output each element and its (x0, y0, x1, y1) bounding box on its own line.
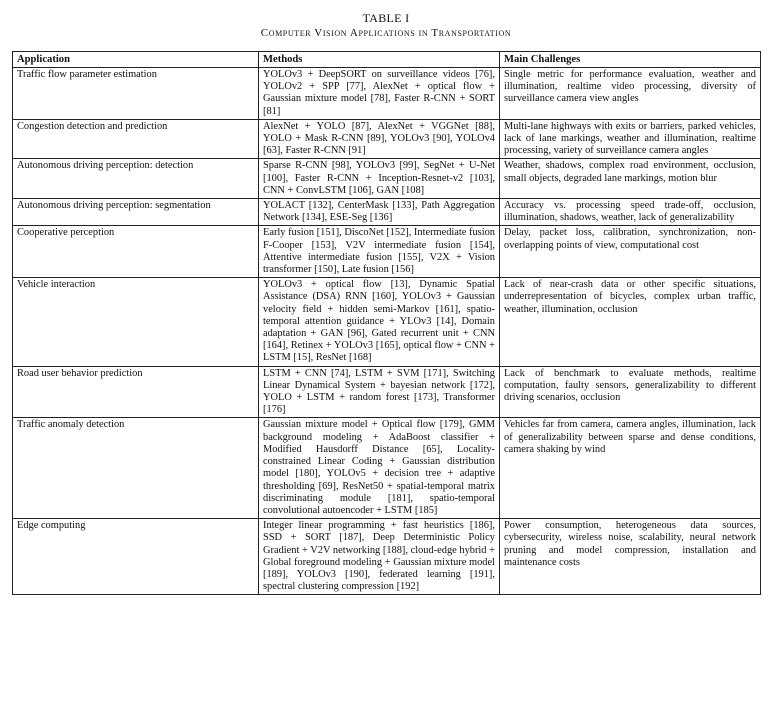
table-row (13, 519, 761, 595)
table-row (13, 418, 761, 519)
application-cell: Road user behavior prediction (13, 366, 259, 418)
methods-cell: LSTM + CNN [74], LSTM + SVM [171], Switching Linear Dynamical System + bayesian network [172], YOLO + LSTM + random forest [173], Transformer [176] (259, 366, 500, 418)
table-row (13, 119, 761, 159)
application-cell: Edge computing (13, 519, 259, 595)
methods-cell: YOLACT [132], CenterMask [133], Path Aggregation Network [134], ESE-Seg [136] (259, 199, 500, 226)
table-row (13, 226, 761, 278)
methods-cell: YOLOv3 + DeepSORT on surveillance videos [76], YOLOv2 + SPP [77], AlexNet + optical flow + Gaussian mixture model [78], Faster R-CNN + SORT [81] (259, 68, 500, 120)
challenges-cell: Vehicles far from camera, camera angles, illumination, lack of generalizability between sparse and dense conditions, camera shaking by wind (500, 418, 761, 519)
challenges-cell: Lack of near-crash data or other specific situations, underrepresentation of bicycles, complex urban traffic, weather, illumination, occlusion (500, 278, 761, 366)
methods-cell: Sparse R-CNN [98], YOLOv3 [99], SegNet + U-Net [100], Faster R-CNN + Inception-Resnet-v2 [103], CNN + ConvLSTM [106], GAN [108] (259, 159, 500, 199)
challenges-cell: Multi-lane highways with exits or barriers, parked vehicles, lack of lane markings, weather and illumination, realtime processing, variety of surveillance camera angles (500, 119, 761, 159)
header-main-challenges: Main Challenges (500, 52, 761, 68)
application-cell: Autonomous driving perception: segmentation (13, 199, 259, 226)
application-cell: Autonomous driving perception: detection (13, 159, 259, 199)
table-row (13, 199, 761, 226)
header-methods: Methods (259, 52, 500, 68)
table-header-row (13, 52, 761, 68)
challenges-cell: Weather, shadows, complex road environment, occlusion, small objects, degraded lane markings, motion blur (500, 159, 761, 199)
applications-table (12, 51, 761, 595)
table-caption: Computer Vision Applications in Transportation (260, 27, 512, 39)
challenges-cell: Lack of benchmark to evaluate methods, realtime computation, faulty sensors, generalizability to different driving scenarios, occlusion (500, 366, 761, 418)
application-cell: Cooperative perception (13, 226, 259, 278)
challenges-cell: Delay, packet loss, calibration, synchronization, non-overlapping points of view, computational cost (500, 226, 761, 278)
table-row (13, 278, 761, 366)
methods-cell: YOLOv3 + optical flow [13], Dynamic Spatial Assistance (DSA) RNN [160], YOLOv3 + Gaussian velocity field + hidden semi-Markov [161], spatio-temporal attention guidance + YLOv3 [14], Domain adaptation + GAN [96], Gated recurrent unit + CNN [164], Retinex + YOLOv3 [165], optical flow + CNN + LSTM [15], ResNet [168] (259, 278, 500, 366)
application-cell: Traffic flow parameter estimation (13, 68, 259, 120)
header-application: Application (13, 52, 259, 68)
methods-cell: Early fusion [151], DiscoNet [152], Intermediate fusion F-Cooper [153], V2V intermediate fusion [154], Attentive intermediate fusion [155], V2X + Vision transformer [150], Late fusion [156] (259, 226, 500, 278)
application-cell: Congestion detection and prediction (13, 119, 259, 159)
table-row (13, 68, 761, 120)
challenges-cell: Power consumption, heterogeneous data sources, cybersecurity, wireless noise, scalability, neural network pruning and model compression, installation and maintenance costs (500, 519, 761, 595)
methods-cell: Integer linear programming + fast heuristics [186], SSD + SORT [187], Deep Deterministic Policy Gradient + V2V networking [188], cloud-edge hybrid + Global foreground modeling + Gaussian mixture model [189], YOLOv3 [190], federated learning [191], spectral clustering compression [192] (259, 519, 500, 595)
application-cell: Vehicle interaction (13, 278, 259, 366)
methods-cell: AlexNet + YOLO [87], AlexNet + VGGNet [88], YOLO + Mask R-CNN [89], YOLOv3 [90], YOLOv4 [63], Faster R-CNN [91] (259, 119, 500, 159)
application-cell: Traffic anomaly detection (13, 418, 259, 519)
challenges-cell: Single metric for performance evaluation, weather and illumination, realtime video processing, diversity of surveillance camera view angles (500, 68, 761, 120)
table-number: TABLE I (362, 11, 410, 25)
table-row (13, 159, 761, 199)
table-row (13, 366, 761, 418)
methods-cell: Gaussian mixture model + Optical flow [179], GMM background modeling + AdaBoost classifier + Modified Hausdorff Distance [65], Locality-constrained Linear Coding + Gaussian distribution model [180], YOLOv5 + decision tree + adaptive thresholding [69], ResNet50 + spatial-temporal matrix discriminating module [181], spatio-temporal convolutional autoencoder + LSTM [185] (259, 418, 500, 519)
challenges-cell: Accuracy vs. processing speed trade-off, occlusion, illumination, shadows, weather, lack of generalizability (500, 199, 761, 226)
